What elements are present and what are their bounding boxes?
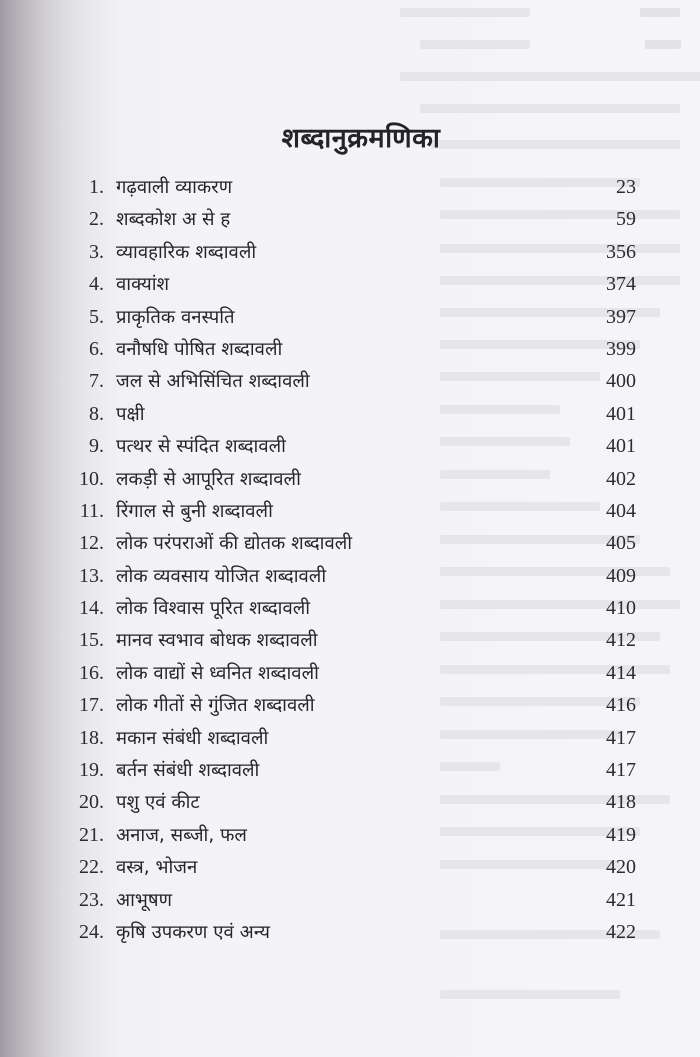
toc-entry <box>66 627 636 659</box>
entry-page-number: 417 <box>606 759 636 782</box>
toc-entry <box>66 206 636 238</box>
entry-number: 13. <box>79 564 104 587</box>
entry-page-number: 410 <box>606 597 636 620</box>
entry-title: लोक विश्वास पूरित शब्दावली <box>116 598 311 620</box>
entry-page-number: 409 <box>606 564 636 587</box>
entry-number: 9. <box>89 435 104 458</box>
toc-entry <box>66 919 636 951</box>
entry-number: 6. <box>89 337 104 360</box>
entry-title: अनाज, सब्जी, फल <box>116 824 247 846</box>
entry-title: कृषि उपकरण एवं अन्य <box>116 921 270 943</box>
entry-number: 12. <box>79 532 104 555</box>
entry-page-number: 401 <box>606 435 636 458</box>
entry-number: 24. <box>79 920 104 943</box>
entry-title: लोक गीतों से गुंजित शब्दावली <box>116 695 315 717</box>
toc-entry <box>66 466 636 498</box>
entry-number: 19. <box>79 759 104 782</box>
toc-entry <box>66 660 636 692</box>
entry-title: लकड़ी से आपूरित शब्दावली <box>116 468 301 490</box>
entry-page-number: 422 <box>606 920 636 943</box>
toc-entry <box>66 822 636 854</box>
entry-page-number: 356 <box>606 240 636 263</box>
entry-page-number: 418 <box>606 791 636 814</box>
entry-title: वनौषधि पोषित शब्दावली <box>116 338 283 360</box>
entry-page-number: 404 <box>606 499 636 522</box>
entry-title: प्राकृतिक वनस्पति <box>116 306 235 328</box>
entry-page-number: 374 <box>606 273 636 296</box>
entry-title: लोक परंपराओं की द्योतक शब्दावली <box>116 533 353 555</box>
entry-number: 7. <box>89 370 104 393</box>
entry-number: 15. <box>79 629 104 652</box>
entry-page-number: 420 <box>606 856 636 879</box>
toc-entry <box>66 401 636 433</box>
toc-entry <box>66 174 636 206</box>
page-title: शब्दानुक्रमणिका <box>281 123 441 154</box>
entry-number: 11. <box>79 499 104 522</box>
toc-entry <box>66 530 636 562</box>
entry-number: 21. <box>79 823 104 846</box>
toc-entry <box>66 789 636 821</box>
toc-entry <box>66 433 636 465</box>
entry-number: 3. <box>89 240 104 263</box>
entry-title: लोक वाद्यों से ध्वनित शब्दावली <box>116 662 319 684</box>
entry-number: 14. <box>79 597 104 620</box>
entry-title: आभूषण <box>116 889 172 911</box>
toc-entry <box>66 239 636 271</box>
entry-page-number: 419 <box>606 823 636 846</box>
entry-number: 18. <box>79 726 104 749</box>
entry-number: 16. <box>79 661 104 684</box>
entry-page-number: 399 <box>606 337 636 360</box>
entry-number: 1. <box>89 176 104 198</box>
entry-number: 20. <box>79 791 104 814</box>
entry-page-number: 400 <box>606 370 636 393</box>
entry-number: 5. <box>89 305 104 328</box>
entry-number: 17. <box>79 694 104 717</box>
entry-page-number: 421 <box>606 888 636 911</box>
entry-title: बर्तन संबंधी शब्दावली <box>116 760 260 782</box>
entry-page-number: 59 <box>616 208 636 231</box>
toc-entry <box>66 498 636 530</box>
entry-title: वस्त्र, भोजन <box>116 857 198 879</box>
entry-title: वाक्यांश <box>116 274 170 296</box>
toc-entry <box>66 887 636 919</box>
entry-page-number: 412 <box>606 629 636 652</box>
table-of-contents <box>66 174 636 951</box>
entry-title: पक्षी <box>116 403 145 425</box>
entry-title: जल से अभिसिंचित शब्दावली <box>116 371 310 393</box>
entry-number: 4. <box>89 273 104 296</box>
entry-page-number: 414 <box>606 661 636 684</box>
entry-number: 22. <box>79 856 104 879</box>
entry-number: 2. <box>89 208 104 231</box>
toc-entry <box>66 368 636 400</box>
toc-entry <box>66 725 636 757</box>
toc-entry <box>66 595 636 627</box>
entry-number: 10. <box>79 467 104 490</box>
entry-title: व्यावहारिक शब्दावली <box>116 241 257 263</box>
entry-title: लोक व्यवसाय योजित शब्दावली <box>116 565 327 587</box>
entry-title: मकान संबंधी शब्दावली <box>116 727 269 749</box>
entry-title: मानव स्वभाव बोधक शब्दावली <box>116 630 318 652</box>
entry-title: शब्दकोश अ से ह <box>116 209 231 231</box>
toc-entry <box>66 271 636 303</box>
entry-page-number: 405 <box>606 532 636 555</box>
toc-entry <box>66 757 636 789</box>
entry-page-number: 402 <box>606 467 636 490</box>
entry-page-number: 417 <box>606 726 636 749</box>
toc-entry <box>66 854 636 886</box>
entry-page-number: 23 <box>616 176 636 198</box>
entry-title: रिंगाल से बुनी शब्दावली <box>116 500 273 522</box>
entry-page-number: 416 <box>606 694 636 717</box>
entry-number: 23. <box>79 888 104 911</box>
entry-number: 8. <box>89 402 104 425</box>
toc-entry <box>66 563 636 595</box>
entry-title: गढ़वाली व्याकरण <box>116 177 233 198</box>
toc-entry <box>66 692 636 724</box>
entry-title: पत्थर से स्पंदित शब्दावली <box>116 436 286 458</box>
entry-page-number: 401 <box>606 402 636 425</box>
entry-title: पशु एवं कीट <box>116 792 200 814</box>
toc-entry <box>66 336 636 368</box>
entry-page-number: 397 <box>606 305 636 328</box>
toc-entry <box>66 304 636 336</box>
